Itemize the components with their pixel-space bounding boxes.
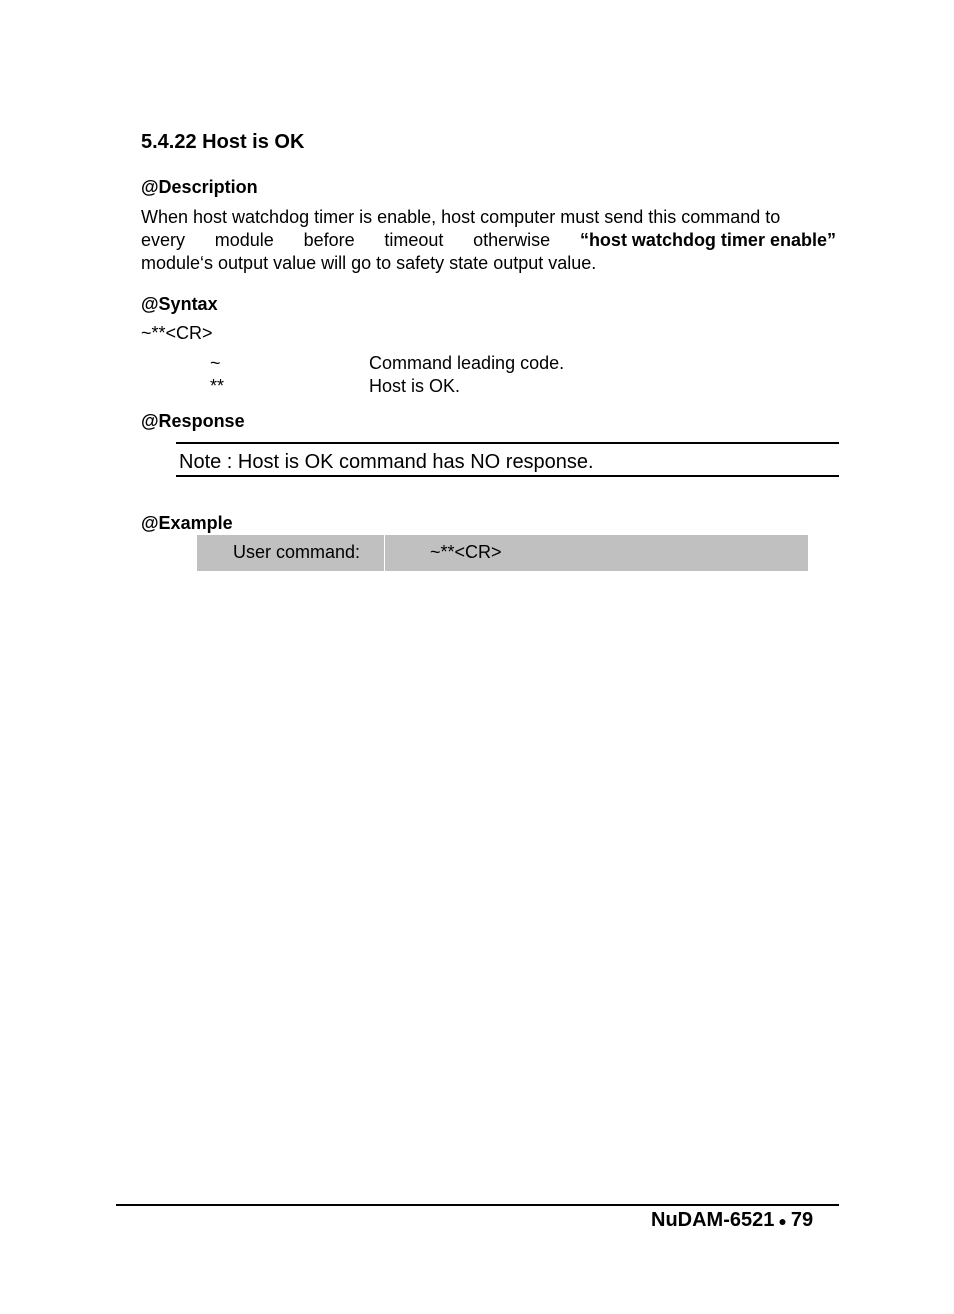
description-line-3: module‘s output value will go to safety state output value. (141, 253, 597, 273)
bullet-icon: ● (778, 1212, 787, 1229)
description-heading: @Description (141, 177, 258, 197)
description-word: every (141, 230, 186, 250)
example-heading: @Example (141, 513, 233, 533)
page-footer (651, 1209, 813, 1232)
description-line-1: When host watchdog timer is enable, host computer must send this command to (141, 207, 781, 227)
syntax-param-symbol: ~ (210, 353, 221, 373)
response-note-text: Note : Host is OK command has NO response. (179, 451, 594, 473)
footer-product-name: NuDAM-6521 (651, 1209, 775, 1231)
syntax-command: ~**<CR> (141, 323, 213, 343)
example-table (197, 535, 808, 571)
description-paragraph (141, 206, 836, 275)
description-word: timeout (384, 230, 444, 250)
example-value-cell: ~**<CR> (430, 542, 502, 562)
syntax-heading: @Syntax (141, 294, 218, 314)
syntax-param-meaning: Host is OK. (369, 376, 461, 396)
syntax-param-symbol: ** (210, 376, 225, 396)
response-note-box (176, 442, 839, 477)
footer-divider (116, 1204, 839, 1206)
description-word: before (303, 230, 355, 250)
example-label-cell: User command: (197, 535, 385, 571)
description-line-2 (141, 229, 836, 252)
syntax-param-meaning: Command leading code. (369, 353, 565, 373)
section-title: 5.4.22 Host is OK (141, 131, 305, 153)
description-word: otherwise (473, 230, 551, 250)
response-heading: @Response (141, 411, 245, 431)
description-word: module (214, 230, 274, 250)
description-bold-phrase: “host watchdog timer enable” (579, 230, 836, 250)
page-number: 79 (790, 1209, 814, 1231)
